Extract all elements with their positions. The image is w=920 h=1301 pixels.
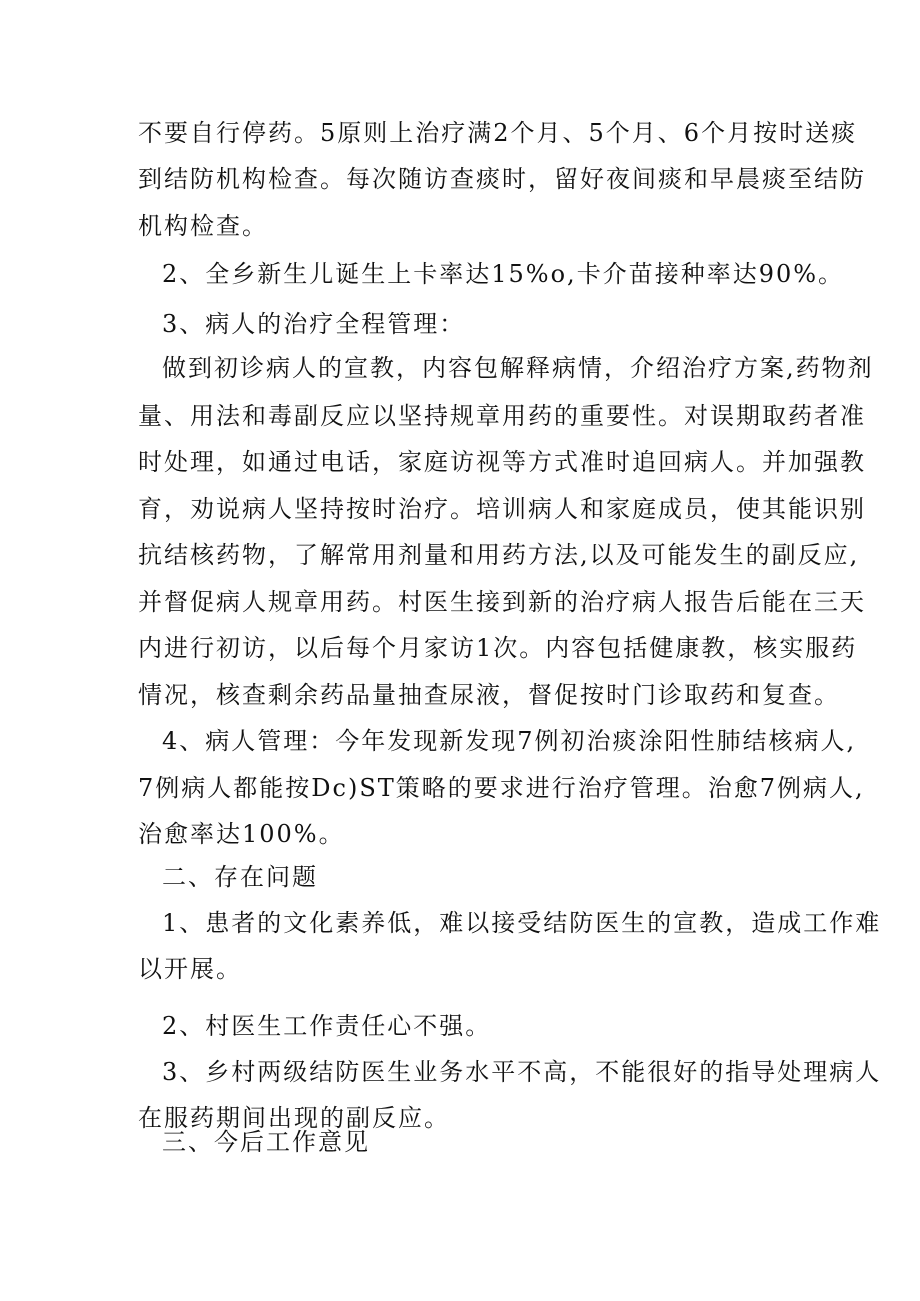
text-line: 量、用法和毒副反应以坚持规章用药的重要性。对误期取药者准 (138, 402, 866, 430)
text-line: 在服药期间出现的副反应。 (138, 1104, 450, 1132)
text-line: 抗结核药物，了解常用剂量和用药方法,以及可能发生的副反应, (138, 541, 860, 569)
text-line: 育，劝说病人坚持按时治疗。培训病人和家庭成员，使其能识别 (138, 495, 866, 523)
section-heading: 二、存在问题 (162, 863, 318, 891)
section-heading: 3、病人的治疗全程管理： (162, 310, 466, 338)
text-line: 到结防机构检查。每次随访查痰时，留好夜间痰和早晨痰至结防 (138, 165, 866, 193)
text-line: 2、村医生工作责任心不强。 (162, 1012, 492, 1040)
text-line: 并督促病人规章用药。村医生接到新的治疗病人报告后能在三天 (138, 588, 866, 616)
text-line: 机构检查。 (138, 212, 268, 240)
text-line: 1、患者的文化素养低，难以接受结防医生的宣教，造成工作难 (162, 909, 882, 937)
text-line: 治愈率达100%。 (138, 820, 345, 848)
text-line: 做到初诊病人的宣教，内容包解释病情，介绍治疗方案,药物剂 (162, 354, 874, 382)
text-line: 内进行初访，以后每个月家访1次。内容包括健康教，核实服药 (138, 634, 858, 662)
text-line: 情况，核查剩余药品量抽查尿液，督促按时门诊取药和复查。 (138, 681, 840, 709)
text-line: 7例病人都能按Dc)ST策略的要求进行治疗管理。治愈7例病人, (138, 774, 865, 802)
text-line: 3、乡村两级结防医生业务水平不高，不能很好的指导处理病人 (162, 1058, 882, 1086)
text-line: 4、病人管理：今年发现新发现7例初治痰涂阳性肺结核病人, (162, 727, 857, 755)
text-line: 2、全乡新生儿诞生上卡率达15%o,卡介苗接种率达90%。 (162, 260, 845, 288)
text-line: 以开展。 (138, 955, 242, 983)
section-heading: 三、今后工作意见 (162, 1128, 370, 1156)
text-line: 不要自行停药。5原则上治疗满2个月、5个月、6个月按时送痰 (138, 119, 858, 147)
text-line: 时处理，如通过电话，家庭访视等方式准时追回病人。并加强教 (138, 448, 866, 476)
